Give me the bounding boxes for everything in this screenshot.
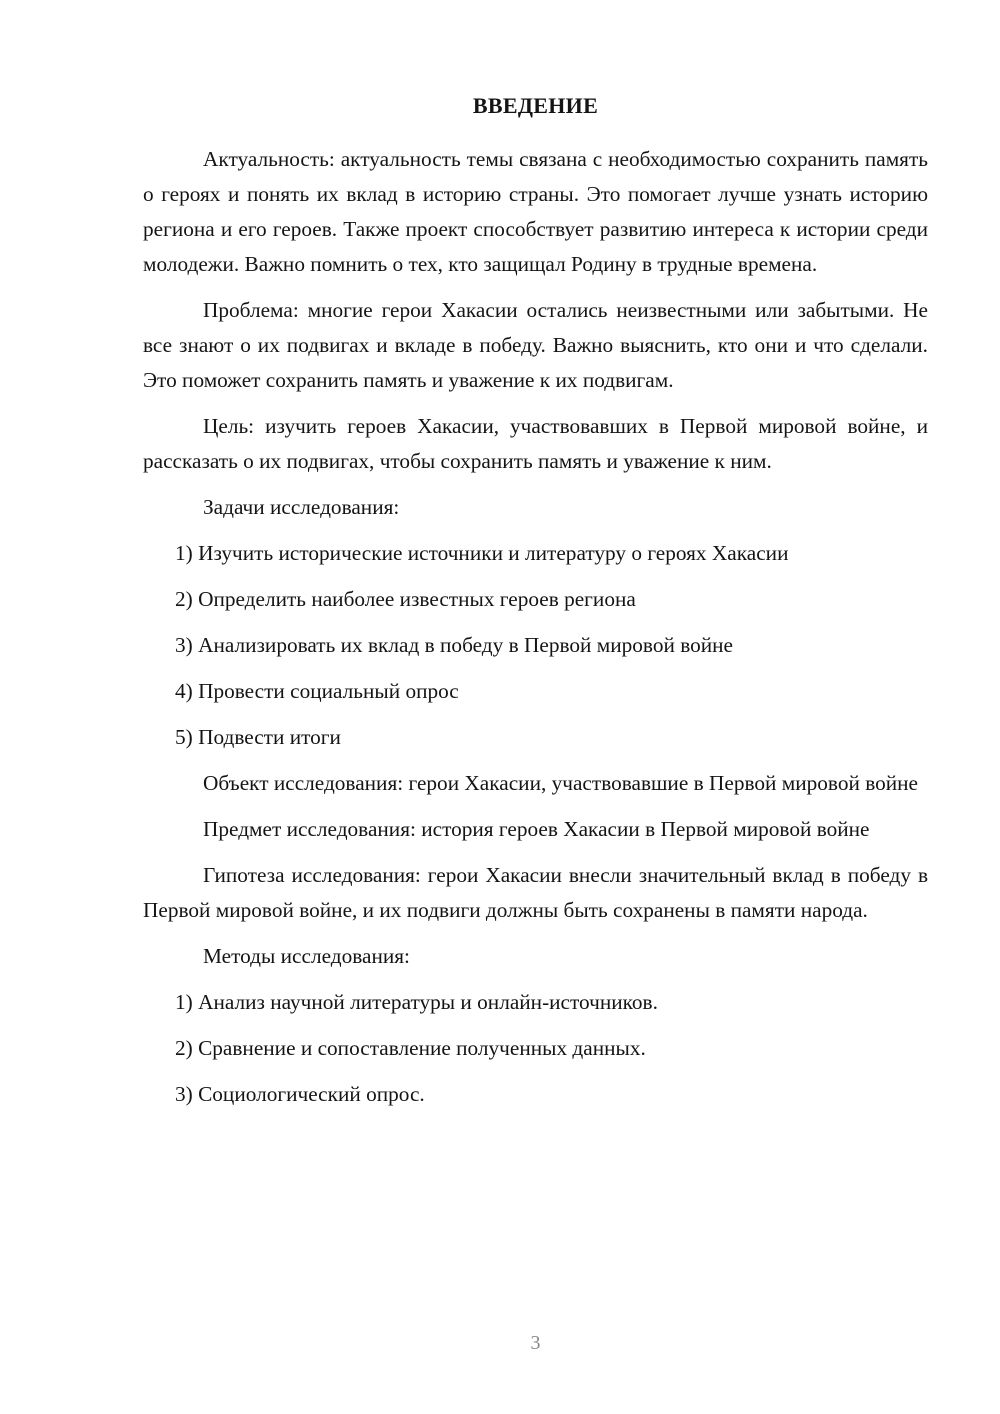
task-item: 3) Анализировать их вклад в победу в Первой мировой войне (175, 633, 734, 657)
page-title: ВВЕДЕНИЕ (472, 93, 599, 118)
task-item: 1) Изучить исторические источники и литературу о героях Хакасии (175, 541, 789, 565)
goal-paragraph: Цель: изучить героев Хакасии, участвовавших в Первой мировой войне, и рассказать о их подвигах, чтобы сохранить память и уважение к ним. (143, 414, 928, 473)
object-paragraph: Объект исследования: герои Хакасии, участвовавшие в Первой мировой войне (203, 771, 919, 795)
page-number: 3 (530, 1332, 541, 1354)
document-body (143, 142, 928, 1123)
task-item: 4) Провести социальный опрос (175, 679, 459, 703)
method-item: 2) Сравнение и сопоставление полученных данных. (175, 1036, 646, 1060)
subject-paragraph: Предмет исследования: история героев Хакасии в Первой мировой войне (203, 817, 870, 841)
task-item: 5) Подвести итоги (175, 725, 341, 749)
problem-paragraph: Проблема: многие герои Хакасии остались неизвестными или забытыми. Не все знают о их подвигах и вкладе в победу. Важно выяснить, кто они и что сделали. Это поможет сохранить память и уважение к их подвигам. (143, 298, 928, 392)
hypothesis-paragraph: Гипотеза исследования: герои Хакасии внесли значительный вклад в победу в Первой мировой войне, и их подвиги должны быть сохранены в памяти народа. (143, 863, 928, 922)
document-page (143, 0, 928, 1414)
tasks-heading: Задачи исследования: (203, 495, 400, 519)
task-item: 2) Определить наиболее известных героев региона (175, 587, 636, 611)
method-item: 3) Социологический опрос. (175, 1082, 425, 1106)
methods-heading: Методы исследования: (203, 944, 410, 968)
relevance-paragraph: Актуальность: актуальность темы связана с необходимостью сохранить память о героях и понять их вклад в историю страны. Это помогает лучше узнать историю региона и его героев. Также проект способствует развитию интереса к истории среди молодежи. Важно помнить о тех, кто защищал Родину в трудные времена. (143, 147, 928, 276)
method-item: 1) Анализ научной литературы и онлайн-источников. (175, 990, 658, 1014)
